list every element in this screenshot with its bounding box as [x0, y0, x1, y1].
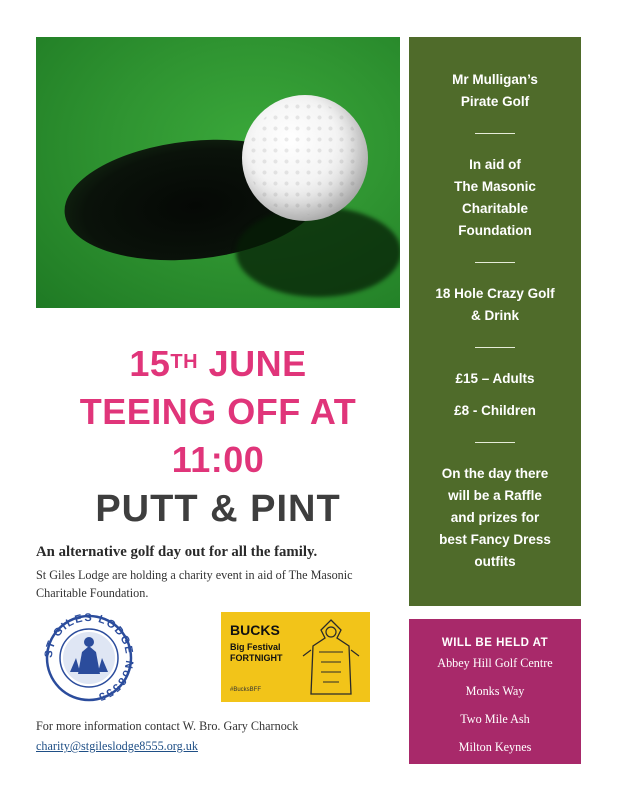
bucks-festival-logo [221, 612, 370, 702]
raffle-line: outfits [474, 554, 516, 569]
lodge-seal-logo [38, 612, 140, 702]
seal-text: ST GILES LODGE No8555 [42, 612, 136, 702]
charity-line: Charitable [461, 201, 529, 216]
event-date: 15TH JUNE [129, 343, 307, 384]
venue-line: Milton Keynes [458, 740, 532, 754]
venue-line: Two Mile Ash [460, 712, 530, 726]
contact-info: For more information contact W. Bro. Gary Charnock [36, 719, 299, 733]
bucks-subtitle [230, 642, 283, 664]
price-adults: £15 – Adults [455, 371, 535, 386]
golf-ball-photo [36, 37, 400, 308]
event-name-line2: Pirate Golf [460, 94, 530, 109]
raffle-line: and prizes for [450, 510, 540, 525]
festival-figure-icon [297, 616, 365, 698]
event-title: PUTT & PINT [95, 488, 341, 530]
ball-shadow [236, 207, 400, 297]
venue-panel [409, 619, 581, 764]
raffle-line: On the day there [441, 466, 549, 481]
tagline: An alternative golf day out for all the family. [36, 544, 318, 560]
start-time: 11:00 [171, 439, 265, 480]
venue-line: Abbey Hill Golf Centre [437, 656, 553, 670]
charity-line: In aid of [469, 157, 521, 172]
event-details-panel [409, 37, 581, 606]
headline [36, 340, 400, 534]
bucks-subtitle-line2: FORTNIGHT [230, 653, 283, 663]
bucks-subtitle-line1: Big Festival [230, 642, 281, 652]
golf-ball [242, 95, 368, 221]
contact-block [36, 716, 298, 756]
charity-line: The Masonic [454, 179, 536, 194]
price-children: £8 - Children [454, 403, 536, 418]
activity-line: & Drink [470, 308, 519, 323]
raffle-line: best Fancy Dress [439, 532, 551, 547]
teeing-off-label: TEEING OFF AT [79, 391, 357, 432]
event-name: Mr Mulligan’s [452, 72, 538, 87]
raffle-line: will be a Raffle [448, 488, 542, 503]
charity-line: Foundation [458, 223, 532, 238]
contact-email-link[interactable]: charity@stgileslodge8555.org.uk [36, 739, 198, 753]
bucks-hashtag: #BucksBFF [230, 687, 262, 693]
venue-heading: WILL BE HELD AT [441, 637, 549, 649]
venue-line: Monks Way [465, 684, 525, 698]
description: St Giles Lodge are holding a charity event in aid of The Masonic Charitable Foundation. [36, 568, 353, 600]
activity-line: 18 Hole Crazy Golf [435, 286, 555, 301]
bucks-title: BUCKS [230, 622, 280, 638]
